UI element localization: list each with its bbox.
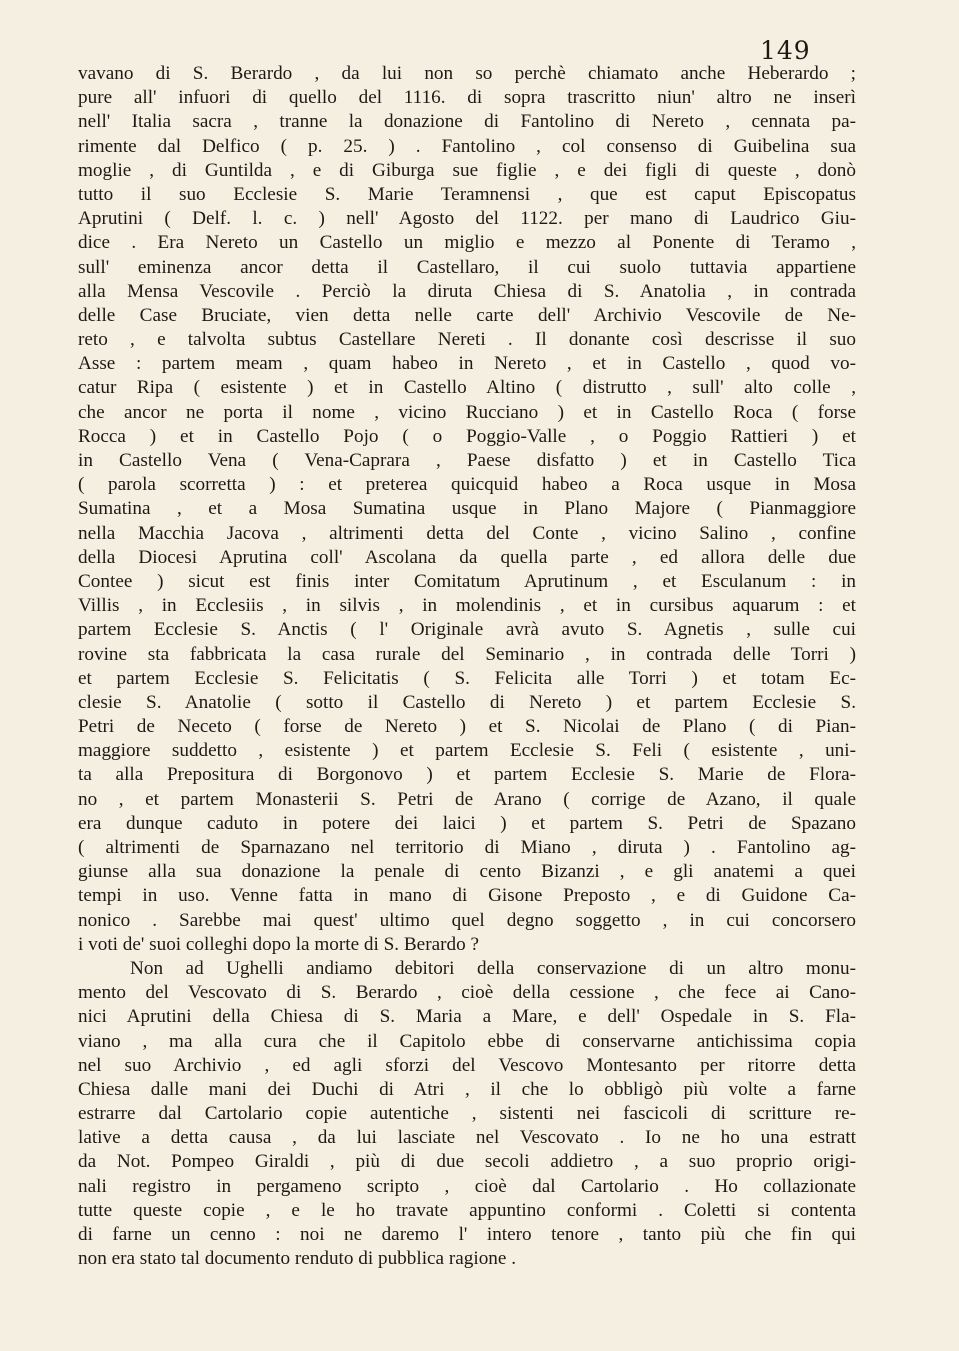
text-line: Contee ) sicut est finis inter Comitatum Aprutinum , et Esculanum : in [78, 570, 856, 592]
text-line: vavano di S. Berardo , da lui non so perchè chiamato anche Heberardo ; [78, 63, 856, 84]
text-line: clesie S. Anatolie ( sotto il Castello di Nereto ) et partem Ecclesie S. [78, 691, 856, 713]
text-line: partem Ecclesie S. Anctis ( l' Originale avrà avuto S. Agnetis , sulle cui [78, 619, 856, 641]
text-line: in Castello Vena ( Vena-Caprara , Paese disfatto ) et in Castello Tica [78, 450, 856, 471]
text-line: ( parola scorretta ) : et preterea quicquid habeo a Roca usque in Mosa [78, 474, 856, 496]
text-line: pure all' infuori di quello del 1116. di sopra trascritto niun' altro ne inserì [78, 87, 856, 109]
text-line: nel suo Archivio , ed agli sforzi del Vescovo Montesanto per ritorre detta [78, 1054, 856, 1076]
text-line: viano , ma alla cura che il Capitolo ebbe di conservarne antichissima copia [78, 1030, 856, 1052]
text-line: moglie , di Guntilda , e di Giburga sue figlie , e dei figli di queste , donò [78, 159, 856, 181]
text-line: giunse alla sua donazione la penale di cento Bizanzi , e gli anatemi a quei [78, 861, 856, 883]
text-line: rimente dal Delfico ( p. 25. ) . Fantolino , col consenso di Guibelina sua [78, 135, 856, 157]
text-line: nell' Italia sacra , tranne la donazione di Fantolino di Nereto , cennata pa- [78, 111, 856, 133]
text-line: Non ad Ughelli andiamo debitori della conservazione di un altro monu- [130, 957, 856, 979]
text-line: da Not. Pompeo Giraldi , più di due secoli addietro , a suo proprio origi- [78, 1151, 856, 1173]
text-line: ta alla Prepositura di Borgonovo ) et partem Ecclesie S. Marie de Flora- [78, 764, 856, 786]
text-line: alla Mensa Vescovile . Perciò la diruta Chiesa di S. Anatolia , in contrada [78, 280, 856, 302]
text-line: et partem Ecclesie S. Felicitatis ( S. Felicita alle Torri ) et totam Ec- [78, 667, 856, 689]
body-text [78, 62, 856, 1271]
text-line: maggiore suddetto , esistente ) et partem Ecclesie S. Feli ( esistente , uni- [78, 740, 856, 762]
text-line: che ancor ne porta il nome , vicino Rucciano ) et in Castello Roca ( forse [78, 401, 856, 423]
text-line: i voti de' suoi colleghi dopo la morte di S. Berardo ? [78, 933, 479, 955]
text-line: tutto il suo Ecclesie S. Marie Teramnensi , que est caput Episcopatus [78, 183, 856, 205]
text-line: nonico . Sarebbe mai quest' ultimo quel degno soggetto , in cui concorsero [78, 909, 856, 931]
text-line: Petri de Neceto ( forse de Nereto ) et S. Nicolai de Plano ( di Pian- [78, 716, 856, 738]
text-line: nali registro in pergameno scripto , cioè dal Cartolario . Ho collazionate [78, 1175, 856, 1197]
text-line: rovine sta fabbricata la casa rurale del Seminario , in contrada delle Torri ) [78, 643, 856, 665]
text-line: dice . Era Nereto un Castello un miglio e mezzo al Ponente di Teramo , [78, 232, 856, 254]
text-line: reto , e talvolta subtus Castellare Nereti . Il donante così descrisse il suo [78, 329, 856, 351]
text-line: di farne un cenno : noi ne daremo l' intero tenore , tanto più che fin qui [78, 1224, 856, 1245]
text-line: mento del Vescovato di S. Berardo , cioè della cessione , che fece ai Cano- [78, 982, 856, 1004]
page-number: 149 [760, 36, 811, 65]
text-line: lative a detta causa , da lui lasciate nel Vescovato . Io ne ho una estratt [78, 1127, 856, 1149]
text-line: era dunque caduto in potere dei laici ) et partem S. Petri de Spazano [78, 812, 856, 834]
text-line: della Diocesi Aprutina coll' Ascolana da quella parte , ed allora delle due [78, 546, 856, 568]
text-line: Chiesa dalle mani dei Duchi di Atri , il che lo obbligò più volte a farne [78, 1078, 856, 1100]
paragraph [78, 957, 856, 1271]
paragraph [78, 62, 856, 957]
text-line: Asse : partem meam , quam habeo in Nereto , et in Castello , quod vo- [78, 353, 856, 375]
text-line: tempi in uso. Venne fatta in mano di Gisone Preposto , e di Guidone Ca- [78, 885, 856, 907]
text-line: nici Aprutini della Chiesa di S. Maria a Mare, e dell' Ospedale in S. Fla- [78, 1006, 856, 1028]
text-line: ( altrimenti de Sparnazano nel territorio di Miano , diruta ) . Fantolino ag- [78, 837, 856, 858]
text-line: Villis , in Ecclesiis , in silvis , in molendinis , et in cursibus aquarum : et [78, 595, 856, 617]
text-line: estrarre dal Cartolario copie autentiche , sistenti nei fascicoli di scritture re- [78, 1103, 856, 1125]
text-line: no , et partem Monasterii S. Petri de Arano ( corrige de Azano, il quale [78, 788, 856, 810]
text-line: Sumatina , et a Mosa Sumatina usque in Plano Majore ( Pianmaggiore [78, 498, 856, 520]
text-line: nella Macchia Jacova , altrimenti detta del Conte , vicino Salino , confine [78, 522, 856, 544]
text-line: catur Ripa ( esistente ) et in Castello Altino ( distrutto , sull' alto colle , [78, 377, 856, 399]
text-line: delle Case Bruciate, vien detta nelle carte dell' Archivio Vescovile de Ne- [78, 304, 856, 326]
text-line: Rocca ) et in Castello Pojo ( o Poggio-Valle , o Poggio Rattieri ) et [78, 425, 856, 447]
text-line: tutte queste copie , e le ho travate appuntino conformi . Coletti si contenta [78, 1199, 856, 1221]
text-line: Aprutini ( Delf. l. c. ) nell' Agosto del 1122. per mano di Laudrico Giu- [78, 208, 856, 230]
text-line: sull' eminenza ancor detta il Castellaro, il cui suolo tuttavia appartiene [78, 256, 856, 278]
text-line: non era stato tal documento renduto di pubblica ragione . [78, 1248, 516, 1270]
